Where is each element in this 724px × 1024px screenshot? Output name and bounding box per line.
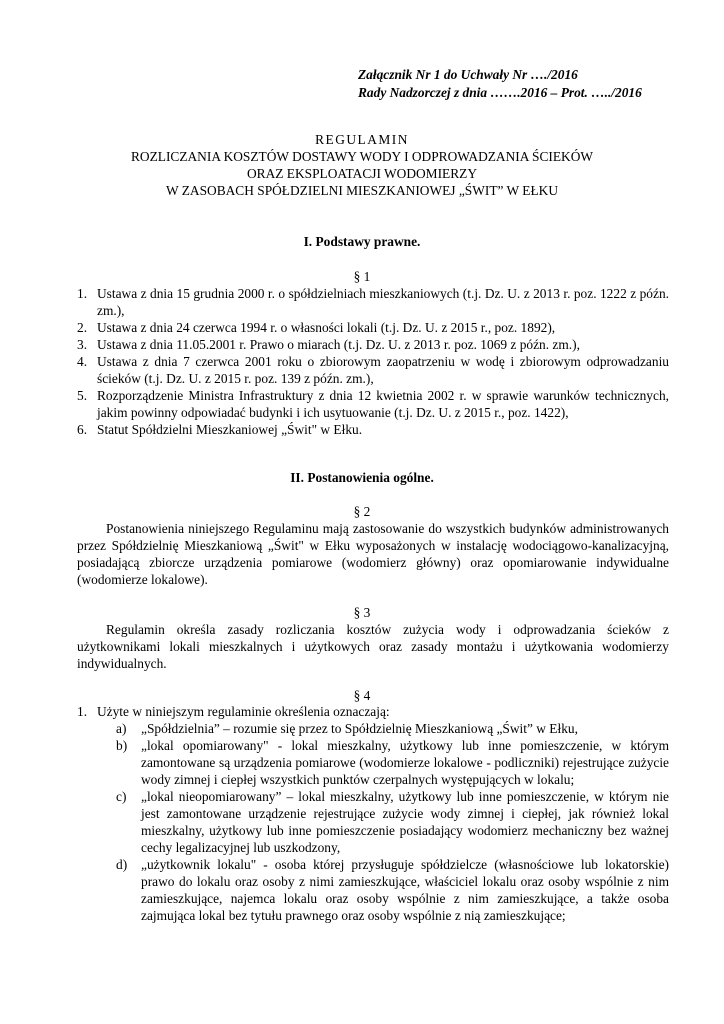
header-line-1: Załącznik Nr 1 do Uchwały Nr …./2016 <box>358 67 578 82</box>
definitions-intro: 1. Użyte w niniejszym regulaminie określenia oznaczają: <box>77 704 390 719</box>
definitions-block <box>77 703 669 924</box>
paragraph-2-sign: § 2 <box>353 504 371 519</box>
legal-basis-item: 4. Ustawa z dnia 7 czerwca 2001 roku o zbiorowym zaopatrzeniu w wodę i zbiorowym odprowadzaniu ścieków (t.j. Dz. U. z 2015 r. poz. 139 z późn. zm.), <box>77 354 669 386</box>
legal-basis-list <box>77 285 669 438</box>
title-line-1: REGULAMIN <box>315 132 409 147</box>
title-line-4: W ZASOBACH SPÓŁDZIELNI MIESZKANIOWEJ „ŚWIT” W EŁKU <box>165 183 558 198</box>
attachment-header <box>358 66 642 102</box>
header-line-2: Rady Nadzorczej z dnia …….2016 – Prot. …../2016 <box>358 85 642 100</box>
legal-basis-item: 2. Ustawa z dnia 24 czerwca 1994 r. o własności lokali (t.j. Dz. U. z 2015 r., poz. 1892), <box>77 320 556 335</box>
paragraph-4-sign: § 4 <box>353 688 371 703</box>
legal-basis-item: 3. Ustawa z dnia 11.05.2001 r. Prawo o miarach (t.j. Dz. U. z 2013 r. poz. 1069 z późn. zm.), <box>77 337 580 352</box>
title-line-3: ORAZ EKSPLOATACJI WODOMIERZY <box>246 166 478 181</box>
legal-basis-item: 6. Statut Spółdzielni Mieszkaniowej „Świt" w Ełku. <box>77 422 363 437</box>
title-line-2: ROZLICZANIA KOSZTÓW DOSTAWY WODY I ODPROWADZANIA ŚCIEKÓW <box>130 149 594 164</box>
section-2-heading: II. Postanowienia ogólne. <box>290 470 434 485</box>
definition-item: b) „lokal opomiarowany" - lokal mieszkalny, użytkowy lub inne pomieszczenie, w którym zamontowane są urządzenia pomiarowe (wodomierze lokalowe - podliczniki) rejestrujące zużycie wody zimnej i ciepłej wszystkich punktów czerpalnych występujących w lokalu; <box>116 738 669 787</box>
legal-basis-item: 5. Rozporządzenie Ministra Infrastruktury z dnia 12 kwietnia 2002 r. w sprawie warunków technicznych, jakim powinny odpowiadać budynki i ich usytuowanie (t.j. Dz. U. z 2015 r., poz. 1422), <box>77 388 669 420</box>
paragraph-2-text: Postanowienia niniejszego Regulaminu mają zastosowanie do wszystkich budynków administrowanych przez Spółdzielnię Mieszkaniową „Świt" w Ełku wyposażonych w instalację wodociągowo-kanalizacyjną, posiadającą zbiorcze urządzenia pomiarowe (wodomierz główny) oraz opomiarowanie indywidualne (wodomierze lokalowe). <box>77 521 669 587</box>
section-1-heading: I. Podstawy prawne. <box>303 234 421 249</box>
paragraph-1-sign: § 1 <box>353 269 371 284</box>
definition-item: d) „użytkownik lokalu" - osoba której przysługuje spółdzielcze (własnościowe lub lokatorskie) prawo do lokalu oraz osoby z nimi zamieszkujące, właściciel lokalu oraz osoby wspólnie z nim zamieszkujące, najemca lokalu oraz osoby wspólnie z nim zamieszkujące, a także osoba zajmująca lokal bez tytułu prawnego oraz osoby wspólnie z nią zamieszkujące; <box>116 857 669 923</box>
legal-basis-item: 1. Ustawa z dnia 15 grudnia 2000 r. o spółdzielniach mieszkaniowych (t.j. Dz. U. z 2013 r. poz. 1222 z późn. zm.), <box>77 286 669 318</box>
paragraph-3-sign: § 3 <box>353 605 371 620</box>
definition-item: a) „Spółdzielnia” – rozumie się przez to Spółdzielnię Mieszkaniową „Świt” w Ełku, <box>116 721 578 736</box>
paragraph-3-text: Regulamin określa zasady rozliczania kosztów zużycia wody i odprowadzania ścieków z użytkownikami lokali mieszkalnych i użytkowych oraz zasady montażu i użytkowania wodomierzy indywidualnych. <box>77 622 669 671</box>
definition-item: c) „lokal nieopomiarowany” – lokal mieszkalny, użytkowy lub inne pomieszczenie, w którym nie jest zamontowane urządzenie rejestrujące zużycie wody zimnej i ciepłej, jak również lokal mieszkalny, użytkowy lub inne pomieszczenie posiadający wodomierz mechaniczny bez ważnej cechy legalizacyjnej lub uszkodzony, <box>116 789 669 855</box>
document-title <box>0 131 724 199</box>
